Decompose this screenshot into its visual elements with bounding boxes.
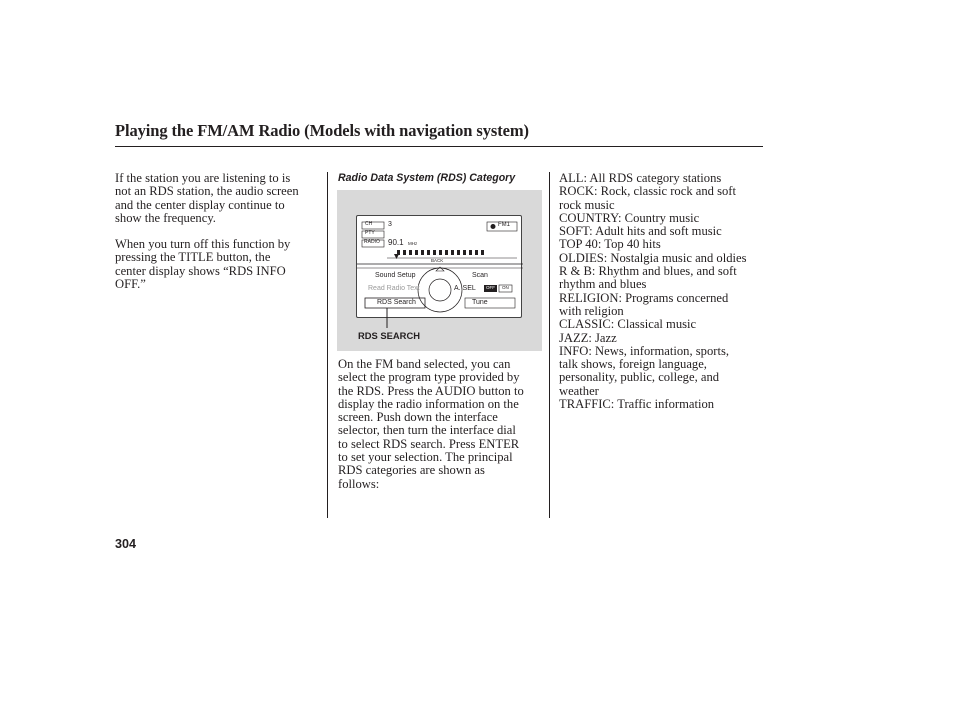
middle-paragraph: [338, 358, 524, 491]
category-line: OLDIES: Nostalgia music and oldies: [559, 250, 747, 265]
category-line: INFO: News, information, sports,: [559, 343, 730, 358]
menu-read-radio-text: Read Radio Text: [368, 285, 420, 292]
text-line: When you turn off this function by: [115, 237, 291, 251]
menu-scan: Scan: [472, 272, 488, 279]
dial-inner: [429, 279, 451, 301]
category-line: RELIGION: Programs concerned: [559, 290, 729, 305]
navigation-screen: [356, 215, 522, 318]
left-paragraph-1: [115, 172, 299, 225]
channel-number: 3: [388, 221, 392, 228]
signal-meter: [397, 250, 484, 255]
text-line: the RDS. Press the AUDIO button to: [338, 383, 524, 398]
rds-category-list: [559, 172, 746, 411]
text-line: selector, then turn the interface dial: [338, 423, 516, 438]
text-line: to select RDS search. Press ENTER: [338, 436, 520, 451]
text-line: display the radio information on the: [338, 396, 519, 411]
text-line: OFF.”: [115, 276, 146, 291]
toggle-off-label: OFF: [486, 285, 495, 290]
category-line: CLASSIC: Classical music: [559, 317, 697, 332]
text-line: not an RDS station, the audio screen: [115, 184, 299, 199]
category-line: talk shows, foreign language,: [559, 357, 707, 372]
figure-caption: Radio Data System (RDS) Category: [338, 172, 516, 184]
band-label: FM1: [498, 222, 510, 228]
text-line: follows:: [338, 476, 380, 491]
category-line: with religion: [559, 303, 624, 318]
text-line: On the FM band selected, you can: [338, 357, 511, 371]
menu-sound-setup: Sound Setup: [375, 272, 416, 279]
page-title: Playing the FM/AM Radio (Models with navigation system): [115, 121, 529, 140]
category-line: JAZZ: Jazz: [559, 330, 617, 345]
column-divider-left: [327, 172, 328, 518]
text-line: show the frequency.: [115, 210, 216, 225]
category-line: R & B: Rhythm and blues, and soft: [559, 264, 737, 279]
menu-a-sel: A. SEL: [454, 285, 476, 292]
column-divider-right: [549, 172, 550, 518]
preset-pty: PTY: [365, 230, 375, 236]
text-line: and the center display continue to: [115, 197, 285, 212]
band-icon: [491, 224, 496, 229]
category-line: ROCK: Rock, classic rock and soft: [559, 184, 736, 199]
category-line: ALL: All RDS category stations: [559, 171, 722, 185]
text-line: If the station you are listening to is: [115, 171, 291, 185]
title-divider: [115, 146, 763, 147]
frequency: 90.1: [388, 238, 404, 247]
category-line: COUNTRY: Country music: [559, 210, 700, 225]
text-line: to set your selection. The principal: [338, 450, 513, 465]
text-line: center display shows “RDS INFO: [115, 263, 286, 278]
category-line: personality, public, college, and: [559, 370, 720, 385]
menu-rds-search: RDS Search: [377, 299, 416, 306]
preset-radio: RADIO: [364, 239, 380, 245]
text-line: select the program type provided by: [338, 370, 520, 385]
category-line: SOFT: Adult hits and soft music: [559, 224, 722, 239]
category-line: TRAFFIC: Traffic information: [559, 397, 715, 412]
left-paragraph-2: [115, 238, 290, 291]
back-label: BACK: [431, 258, 444, 263]
category-line: rhythm and blues: [559, 277, 647, 292]
rds-figure: [337, 190, 542, 351]
frequency-unit: MHz: [408, 241, 418, 246]
rds-search-callout: RDS SEARCH: [358, 330, 420, 341]
category-line: rock music: [559, 197, 615, 212]
text-line: pressing the TITLE button, the: [115, 250, 271, 265]
category-line: TOP 40: Top 40 hits: [559, 237, 661, 252]
text-line: RDS categories are shown as: [338, 463, 485, 478]
menu-tune: Tune: [472, 299, 488, 306]
page-number: 304: [115, 537, 137, 551]
text-line: screen. Push down the interface: [338, 410, 498, 425]
toggle-on-label: ON: [502, 285, 509, 290]
category-line: weather: [559, 383, 599, 398]
preset-ch: CH: [365, 221, 373, 227]
